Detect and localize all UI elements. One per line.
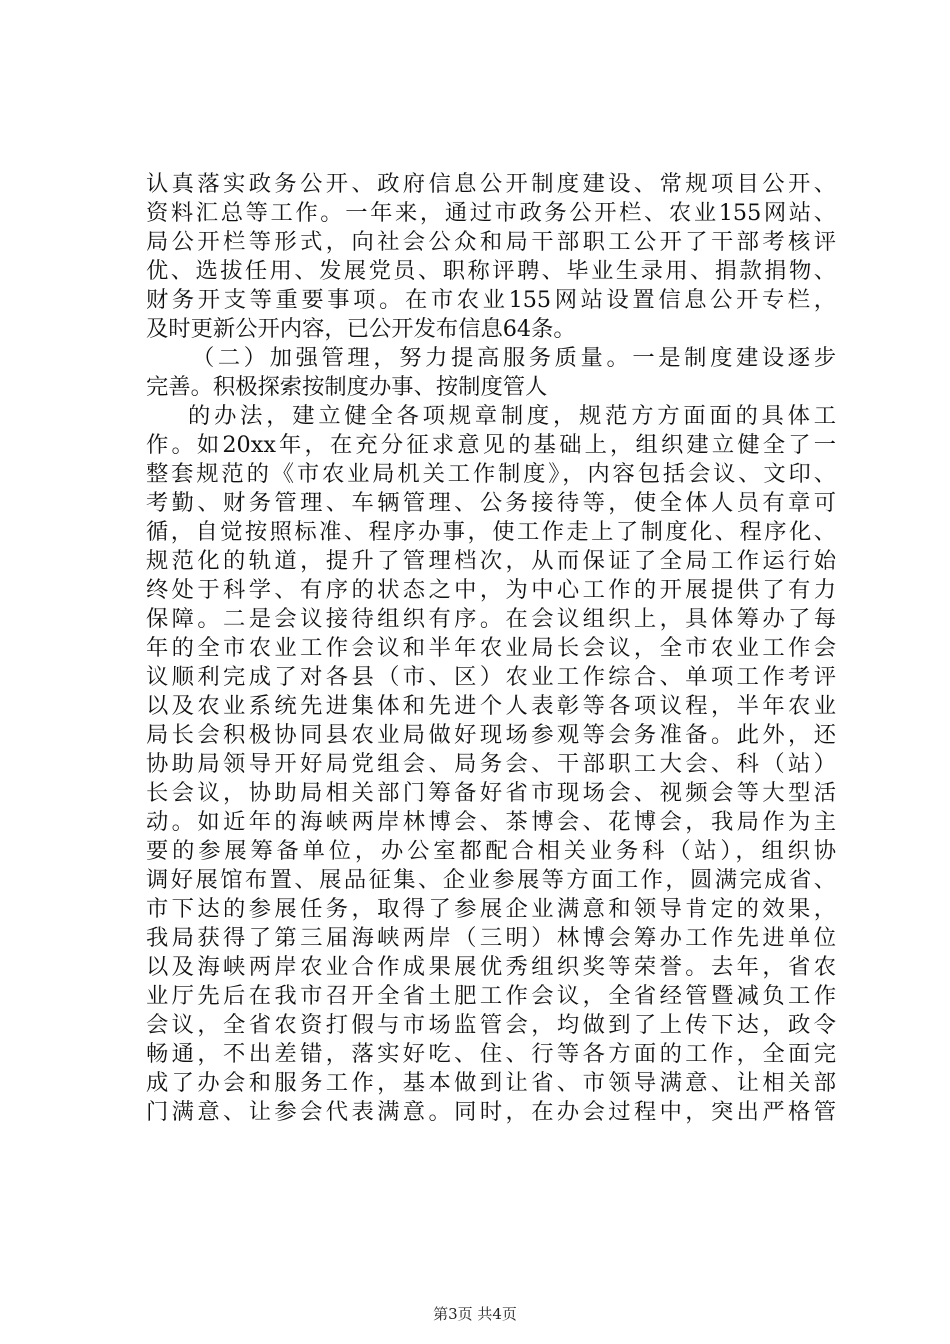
text-line: 考勤、财务管理、车辆管理、公务接待等，使全体人员有章可 [146, 490, 836, 516]
text-line: 议顺利完成了对各县（市、区）农业工作综合、单项工作考评 [146, 664, 836, 690]
text-line: 以及农业系统先进集体和先进个人表彰等各项议程，半年农业 [146, 693, 836, 719]
text-line: 调好展馆布置、展品征集、企业参展等方面工作，圆满完成省、 [146, 867, 836, 893]
text-line: 循，自觉按照标准、程序办事，使工作走上了制度化、程序化、 [146, 519, 836, 545]
text-line: 市下达的参展任务，取得了参展企业满意和领导肯定的效果， [146, 896, 836, 922]
text-line: 财务开支等重要事项。在市农业155网站设置信息公开专栏， [146, 287, 836, 313]
text-line: 成了办会和服务工作，基本做到让省、市领导满意、让相关部 [146, 1070, 836, 1096]
text-line: （二）加强管理，努力提高服务质量。一是制度建设逐步 [192, 345, 836, 371]
text-line: 要的参展筹备单位，办公室都配合相关业务科（站），组织协 [146, 838, 836, 864]
text-line: 年的全市农业工作会议和半年农业局长会议，全市农业工作会 [146, 635, 836, 661]
page-footer: 第3页 共4页 [433, 1305, 517, 1323]
text-line: 认真落实政务公开、政府信息公开制度建设、常规项目公开、 [146, 171, 836, 197]
text-line: 局长会积极协同县农业局做好现场参观等会务准备。此外，还 [146, 722, 836, 748]
text-line: 的办法，建立健全各项规章制度，规范方方面面的具体工 [188, 403, 836, 429]
text-line: 作。如20xx年，在充分征求意见的基础上，组织建立健全了一 [146, 432, 836, 458]
text-line: 长会议，协助局相关部门筹备好省市现场会、视频会等大型活 [146, 780, 836, 806]
text-line: 完善。积极探索按制度办事、按制度管人 [146, 374, 548, 400]
text-line: 我局获得了第三届海峡两岸（三明）林博会筹办工作先进单位 [146, 925, 836, 951]
text-line: 终处于科学、有序的状态之中，为中心工作的开展提供了有力 [146, 577, 836, 603]
text-line: 及时更新公开内容，已公开发布信息64条。 [146, 316, 576, 342]
text-line: 动。如近年的海峡两岸林博会、茶博会、花博会，我局作为主 [146, 809, 836, 835]
text-line: 业厅先后在我市召开全省土肥工作会议，全省经管暨减负工作 [146, 983, 836, 1009]
text-line: 协助局领导开好局党组会、局务会、干部职工大会、科（站） [146, 751, 836, 777]
text-line: 资料汇总等工作。一年来，通过市政务公开栏、农业155网站、 [146, 200, 836, 226]
text-line: 畅通，不出差错，落实好吃、住、行等各方面的工作，全面完 [146, 1041, 836, 1067]
text-line: 以及海峡两岸农业合作成果展优秀组织奖等荣誉。去年，省农 [146, 954, 836, 980]
text-line: 整套规范的《市农业局机关工作制度》，内容包括会议、文印、 [146, 461, 836, 487]
text-line: 保障。二是会议接待组织有序。在会议组织上，具体筹办了每 [146, 606, 836, 632]
text-line: 规范化的轨道，提升了管理档次，从而保证了全局工作运行始 [146, 548, 836, 574]
text-line: 优、选拔任用、发展党员、职称评聘、毕业生录用、捐款捐物、 [146, 258, 836, 284]
text-line: 局公开栏等形式，向社会公众和局干部职工公开了干部考核评 [146, 229, 836, 255]
text-line: 门满意、让参会代表满意。同时，在办会过程中，突出严格管 [146, 1099, 836, 1125]
text-line: 会议，全省农资打假与市场监管会，均做到了上传下达，政令 [146, 1012, 836, 1038]
